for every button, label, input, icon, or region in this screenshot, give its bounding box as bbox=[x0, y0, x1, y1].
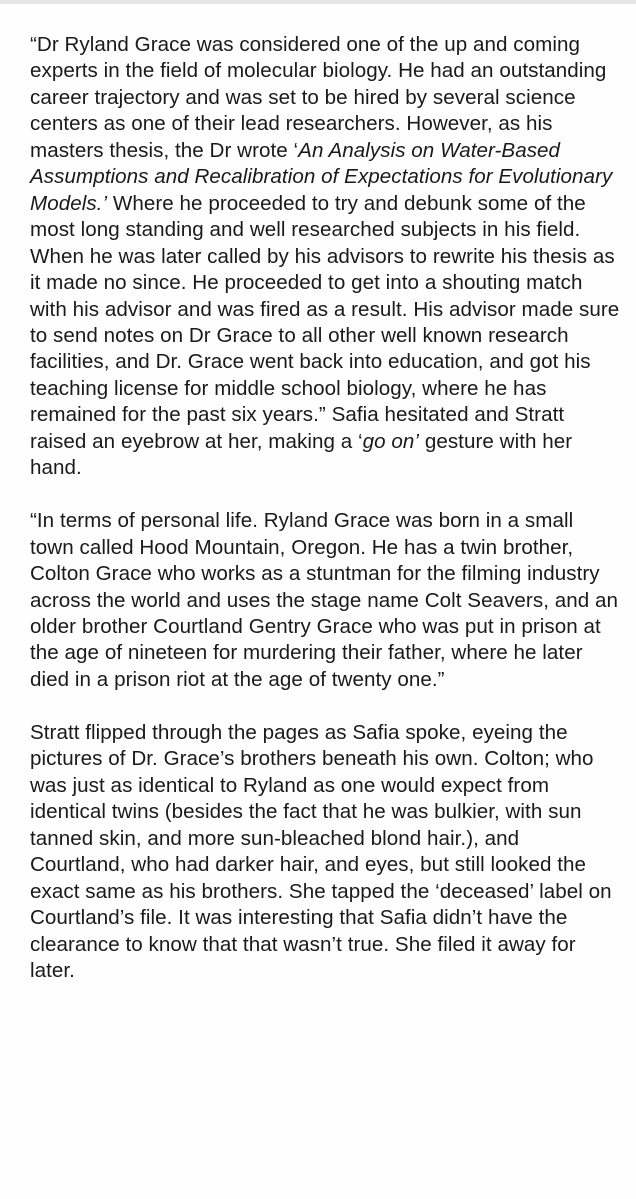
paragraph-2 bbox=[30, 508, 620, 693]
go-on-italic: go on’ bbox=[362, 429, 420, 453]
paragraph-3-text: Stratt flipped through the pages as Safia spoke, eyeing the pictures of Dr. Grace’s brothers beneath his own. Colton; who was just as identical to Ryland as one would expect from identical twins (besides the fact that he was bulkier, with sun tanned skin, and more sun-bleached blond hair.), and Courtland, who had darker hair, and eyes, but still looked the exact same as his brothers. She tapped the ‘deceased’ label on Courtland’s file. It was interesting that Safia didn’t have the clearance to know that that wasn’t true. She filed it away for later. bbox=[30, 720, 612, 982]
paragraph-1-text: “Dr Ryland Grace was considered one of the up and coming experts in the field of molecular biology. He had an outstanding career trajectory and was set to be hired by several science centers as one of their lead researchers. However, as his masters thesis, the Dr wrote ‘ bbox=[30, 33, 607, 162]
paragraph-2-text: “In terms of personal life. Ryland Grace was born in a small town called Hood Mountain, Oregon. He has a twin brother, Colton Grace who works as a stuntman for the filming industry across the world and uses the stage name Colt Seavers, and an older brother Courtland Gentry Grace who was put in prison at the age of nineteen for murdering their father, where he later died in a prison riot at the age of twenty one.” bbox=[30, 509, 619, 691]
top-edge bbox=[0, 0, 636, 4]
paragraph-3 bbox=[30, 720, 620, 985]
paragraph-1-text-continued: Where he proceeded to try and debunk some of the most long standing and well researched subjects in his field. When he was later called by his advisors to rewrite his thesis as it made no since. He proceeded to get into a shouting match with his advisor and was fired as a result. His advisor made sure to send notes on Dr Grace to all other well known research facilities, and Dr. Grace went back into education, and got his teaching license for middle school biology, where he has remained for the past six years.” Safia hesitated and Stratt raised an eyebrow at her, making a ‘ bbox=[30, 191, 620, 453]
document-body bbox=[30, 32, 620, 984]
paragraph-1-text-end: gesture with her hand. bbox=[30, 429, 573, 480]
paragraph-1 bbox=[30, 32, 620, 482]
thesis-title-italic: An Analysis on Water-Based Assumptions and Recalibration of Expectations for Evolutionary Models.’ bbox=[30, 138, 613, 215]
